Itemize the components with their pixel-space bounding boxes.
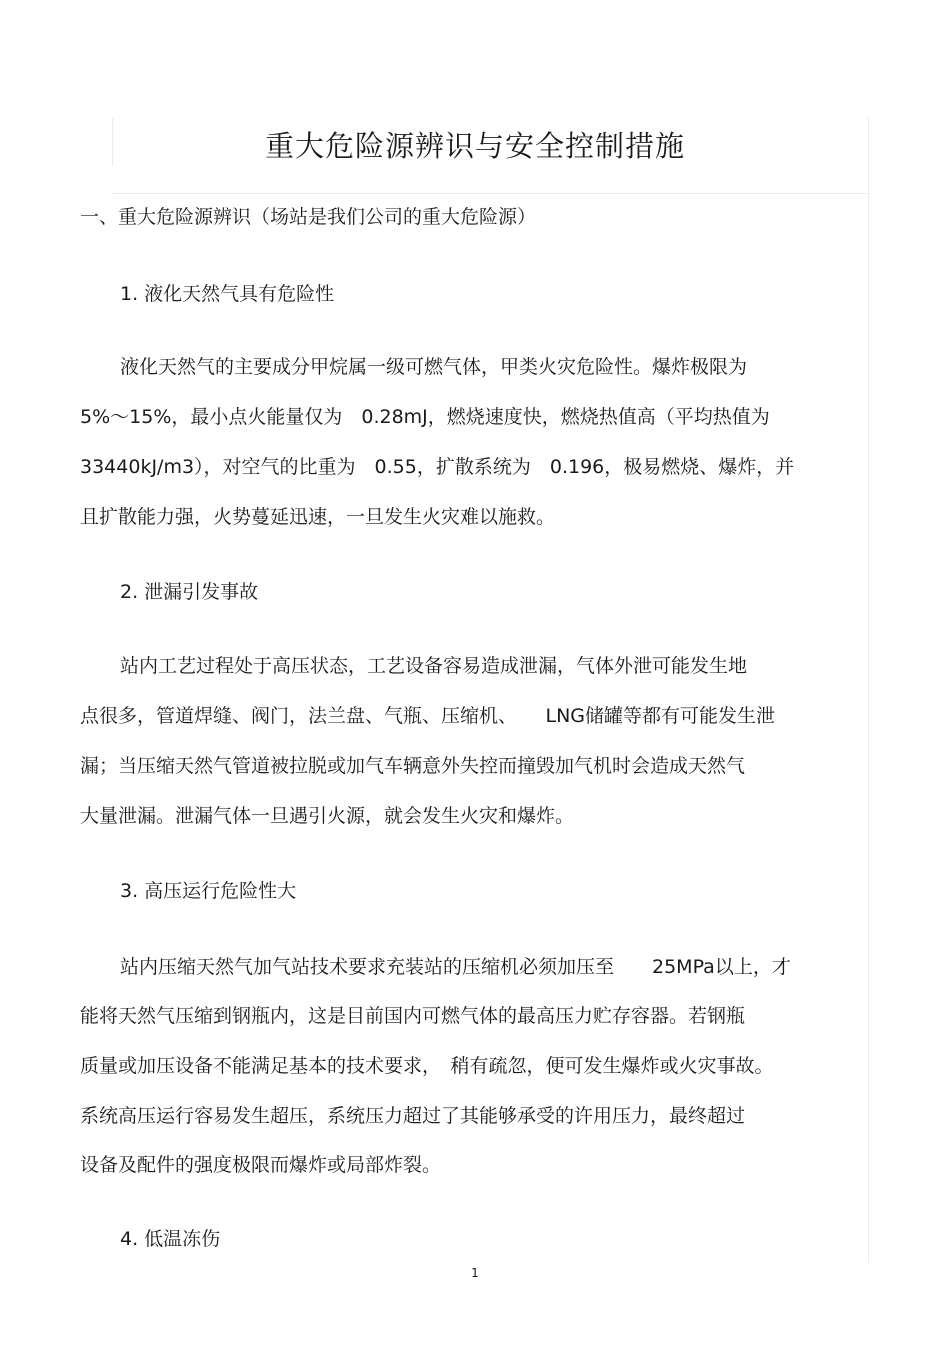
paragraph-line: 5%～15%，最小点火能量仅为 0.28mJ，燃烧速度快，燃烧热值高（平均热值为 [80, 406, 770, 428]
paragraph-line: 大量泄漏。泄漏气体一旦遇引火源，就会发生火灾和爆炸。 [80, 805, 575, 827]
subsection-heading-2: 2. 泄漏引发事故 [120, 581, 259, 603]
document-title: 重大危险源辨识与安全控制措施 [264, 129, 685, 163]
paragraph-line: 系统高压运行容易发生超压，系统压力超过了其能够承受的许用压力，最终超过 [80, 1105, 746, 1127]
paragraph-line: 能将天然气压缩到钢瓶内，这是目前国内可燃气体的最高压力贮存容器。若钢瓶 [80, 1005, 746, 1027]
section-heading: 一、重大危险源辨识（场站是我们公司的重大危险源） [80, 206, 537, 228]
subsection-heading-1: 1. 液化天然气具有危险性 [120, 283, 335, 305]
paragraph-line: 点很多，管道焊缝、阀门，法兰盘、气瓶、压缩机、 LNG储罐等都有可能发生泄 [80, 705, 776, 727]
paragraph-line: 且扩散能力强，火势蔓延迅速，一旦发生火灾难以施救。 [80, 506, 556, 528]
paragraph-line: 漏；当压缩天然气管道被拉脱或加气车辆意外失控而撞毁加气机时会造成天然气 [80, 755, 746, 777]
frame-line-top [112, 193, 869, 194]
paragraph-line: 液化天然气的主要成分甲烷属一级可燃气体，甲类火灾危险性。爆炸极限为 [120, 356, 748, 378]
page-number: 1 [471, 1266, 479, 1280]
subsection-heading-4: 4. 低温冻伤 [120, 1228, 221, 1250]
paragraph-line: 站内压缩天然气加气站技术要求充装站的压缩机必须加压至 25MPa以上，才 [120, 956, 791, 978]
subsection-heading-3: 3. 高压运行危险性大 [120, 880, 297, 902]
frame-line-right [868, 118, 869, 1263]
paragraph-line: 33440kJ/m3），对空气的比重为 0.55，扩散系统为 0.196，极易燃烧、爆炸，并 [80, 456, 795, 478]
paragraph-line: 设备及配件的强度极限而爆炸或局部炸裂。 [80, 1154, 442, 1176]
paragraph-line: 质量或加压设备不能满足基本的技术要求， 稍有疏忽，便可发生爆炸或火灾事故。 [80, 1055, 774, 1077]
paragraph-line: 站内工艺过程处于高压状态，工艺设备容易造成泄漏，气体外泄可能发生地 [120, 655, 748, 677]
